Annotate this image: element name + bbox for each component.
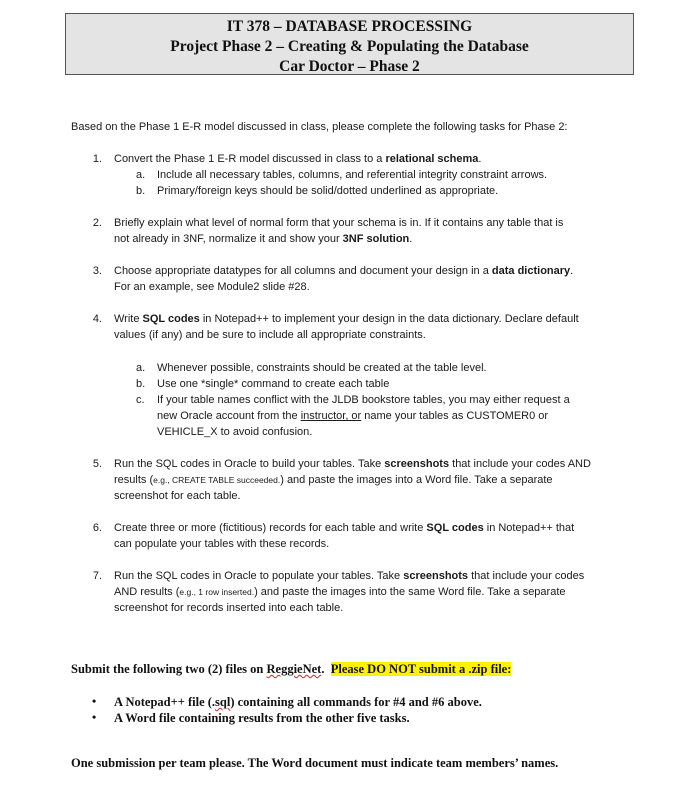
- task-text: Briefly explain what level of normal form that your schema is in. If it contains any table that is not already in 3NF, normalize it and show your 3NF solution.: [114, 217, 564, 245]
- phase-title: Car Doctor – Phase 2: [279, 58, 420, 75]
- task-number: 6.: [92, 522, 102, 534]
- task-text: Run the SQL codes in Oracle to populate your tables. Take screenshots that include your codes AND results (e.g., 1 row inserted.) and paste the images into the same Word file. Take a separate screenshot for records inserted into each table.: [114, 570, 585, 614]
- list-item: A Word file containing results from the other five tasks.: [114, 711, 410, 725]
- sub-label: a.: [136, 169, 146, 181]
- document-header: [65, 13, 634, 75]
- list-item: A Notepad++ file (.sql) containing all commands for #4 and #6 above.: [114, 695, 482, 709]
- project-title: Project Phase 2 – Creating & Populating the Database: [170, 38, 529, 55]
- sub-text: If your table names conflict with the JLDB bookstore tables, you may either request a new Oracle account from the instructor, or name your tables as CUSTOMER0 or VEHICLE_X to avoid confusion.: [157, 394, 570, 438]
- task-number: 3.: [92, 265, 102, 277]
- task-text: Create three or more (fictitious) records for each table and write SQL codes in Notepad++ that can populate your tables with these records.: [114, 522, 575, 550]
- bullet-icon: •: [92, 694, 97, 708]
- sub-label: a.: [136, 362, 146, 374]
- sub-text: Use one *single* command to create each table: [157, 378, 390, 390]
- reggienet-link[interactable]: ReggieNet: [266, 662, 322, 676]
- task-number: 4.: [92, 313, 102, 325]
- sub-label: c.: [136, 394, 145, 406]
- task-text: Choose appropriate datatypes for all columns and document your design in a data dictionary. For an example, see Module2 slide #28.: [114, 265, 574, 293]
- intro-text: Based on the Phase 1 E-R model discussed in class, please complete the following tasks for Phase 2:: [71, 121, 568, 133]
- bullet-icon: •: [92, 710, 97, 724]
- instructor-link[interactable]: instructor, or: [300, 410, 362, 422]
- sub-label: b.: [136, 378, 146, 390]
- sub-text: Include all necessary tables, columns, and referential integrity constraint arrows.: [157, 169, 548, 181]
- task-text: Write SQL codes in Notepad++ to implement your design in the data dictionary. Declare default values (if any) and be sure to include all appropriate constraints.: [114, 313, 579, 341]
- course-title: IT 378 – DATABASE PROCESSING: [226, 18, 473, 35]
- submit-instructions: Submit the following two (2) files on ReggieNet. Please DO NOT submit a .zip file:: [71, 662, 512, 676]
- task-text: Run the SQL codes in Oracle to build your tables. Take screenshots that include your codes AND results (e.g., CREATE TABLE succeeded.) and paste the images into a Word file. Take a separate screenshot for each table.: [114, 458, 591, 502]
- sub-label: b.: [136, 185, 146, 197]
- task-text: Convert the Phase 1 E-R model discussed in class to a relational schema.: [114, 153, 482, 165]
- zip-warning: Please DO NOT submit a .zip file:: [330, 662, 512, 676]
- task-number: 1.: [92, 153, 102, 165]
- footer-note: One submission per team please. The Word document must indicate team members’ names.: [71, 756, 559, 770]
- task-number: 2.: [92, 217, 102, 229]
- sub-text: Whenever possible, constraints should be created at the table level.: [157, 362, 487, 374]
- task-number: 7.: [92, 570, 102, 582]
- task-number: 5.: [92, 458, 102, 470]
- sub-text: Primary/foreign keys should be solid/dotted underlined as appropriate.: [157, 185, 499, 197]
